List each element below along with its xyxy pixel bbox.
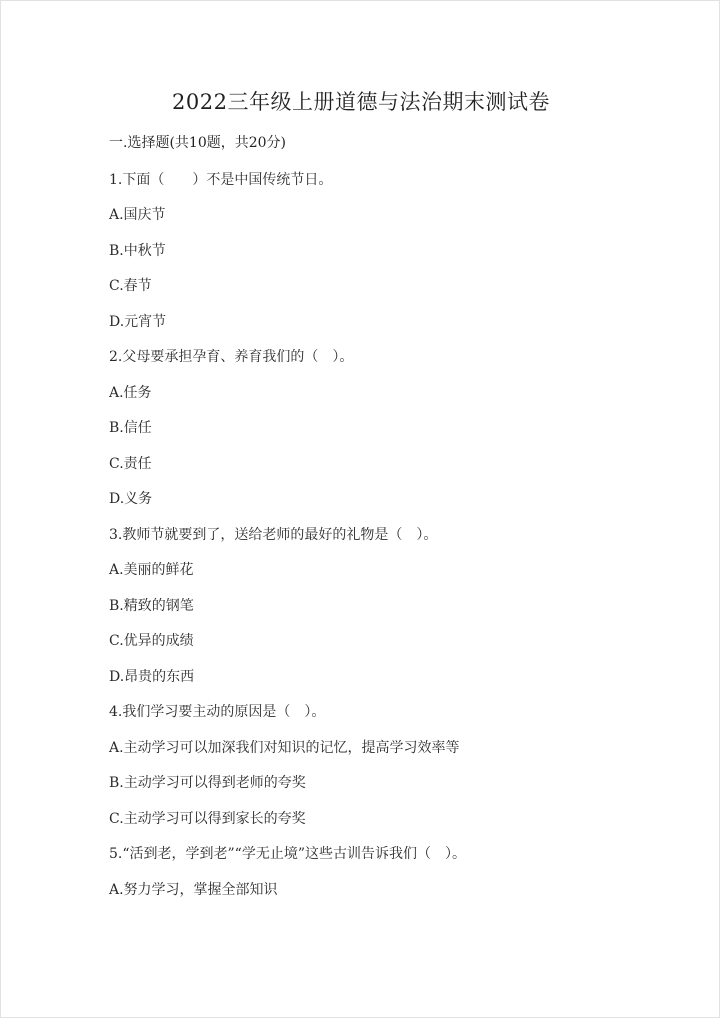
option-line: D.元宵节 bbox=[109, 314, 167, 330]
option-line: A.任务 bbox=[109, 385, 152, 401]
option-line: C.春节 bbox=[109, 278, 152, 294]
option-line: D.义务 bbox=[109, 491, 153, 507]
document-title: 2022三年级上册道德与法治期末测试卷 bbox=[172, 90, 550, 114]
option-line: D.昂贵的东西 bbox=[109, 669, 195, 685]
section-heading: 一.选择题(共10题，共20分) bbox=[109, 135, 287, 151]
option-line: C.责任 bbox=[109, 456, 152, 472]
question-2: 2.父母要承担孕育、养育我们的（ ）。 bbox=[109, 349, 354, 365]
question-5: 5.“活到老，学到老”“学无止境”这些古训告诉我们（ ）。 bbox=[109, 846, 466, 862]
option-line: A.美丽的鲜花 bbox=[109, 562, 194, 578]
option-line: C.优异的成绩 bbox=[109, 633, 194, 649]
option-line: B.主动学习可以得到老师的夸奖 bbox=[109, 775, 306, 791]
option-line: A.主动学习可以加深我们对知识的记忆，提高学习效率等 bbox=[109, 740, 460, 756]
question-4: 4.我们学习要主动的原因是（ ）。 bbox=[109, 704, 326, 720]
question-3: 3.教师节就要到了，送给老师的最好的礼物是（ ）。 bbox=[109, 527, 438, 543]
option-line: B.精致的钢笔 bbox=[109, 598, 194, 614]
option-line: A.努力学习，掌握全部知识 bbox=[109, 882, 278, 898]
option-line: B.中秋节 bbox=[109, 243, 166, 259]
option-line: A.国庆节 bbox=[109, 207, 166, 223]
option-line: C.主动学习可以得到家长的夸奖 bbox=[109, 811, 306, 827]
question-1: 1.下面（ ）不是中国传统节日。 bbox=[109, 172, 333, 188]
option-line: B.信任 bbox=[109, 420, 152, 436]
